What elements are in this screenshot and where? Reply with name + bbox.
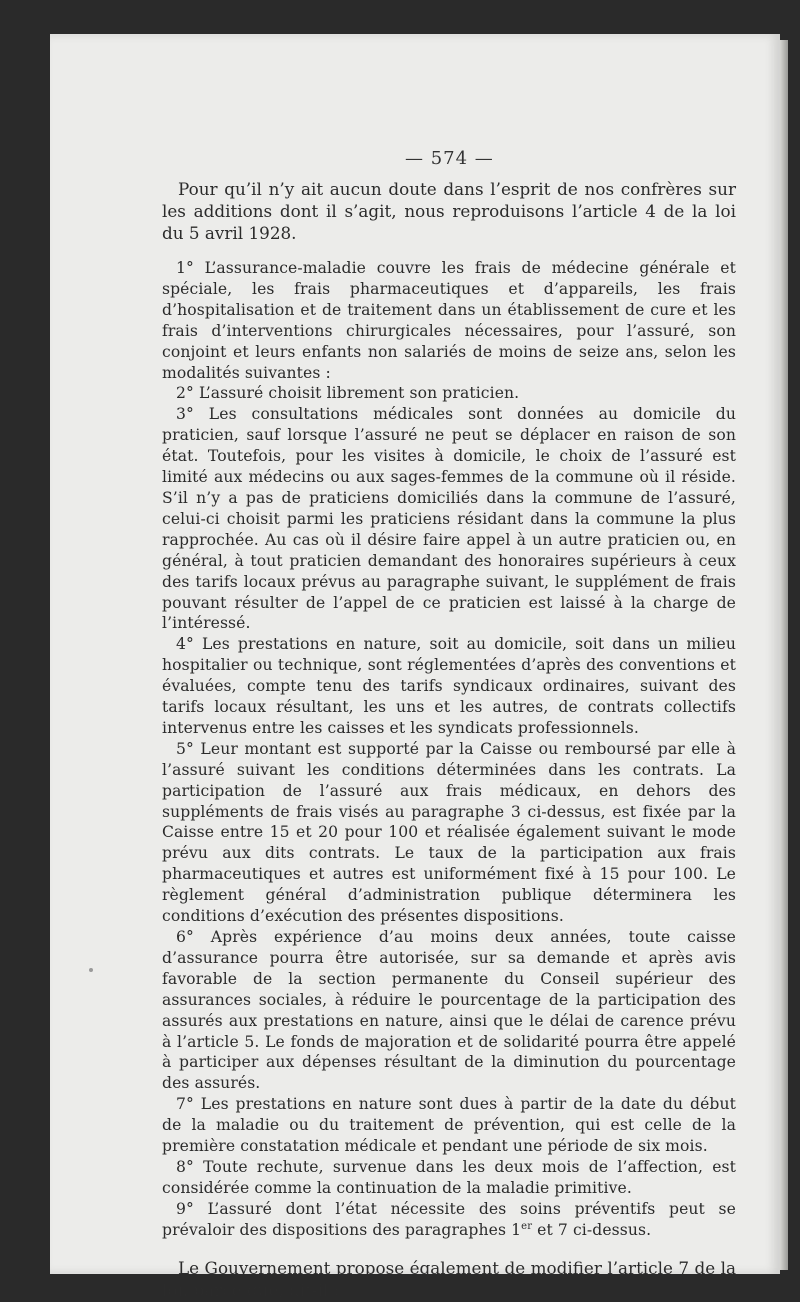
intro-paragraph: Pour qu’il n’y ait aucun doute dans l’esprit de nos confrères sur les additions dont il s’agit, nous reproduisons l’article 4 de la loi du 5 avril 1928. [162,179,736,243]
article-paragraph-3: 3° Les consultations médicales sont données au domicile du praticien, sauf lorsque l’assuré ne peut se déplacer en raison de son état. Toutefois, pour les visites à domicile, le choix de l’assuré est limité aux médecins ou aux sages-femmes de la commune où il réside. S’il n’y a pas de praticiens domiciliés dans la commune de l’assuré, celui-ci choisit parmi les praticiens résidant dans la commune la plus rapprochée. Au cas où il désire faire appel à un autre praticien ou, en général, à tout praticien demandant des honoraires supérieurs à ceux des tarifs locaux prévus au paragraphe suivant, le supplément de frais pouvant résulter de l’appel de ce praticien est laissé à la charge de l’intéressé. [162,405,736,633]
article-paragraph-8: 8° Toute rechute, survenue dans les deux mois de l’affection, est considérée comme la continuation de la maladie primitive. [162,1157,736,1197]
article-paragraph-2: 2° L’assuré choisit librement son praticien. [176,384,520,403]
article-paragraph-7: 7° Les prestations en nature sont dues à partir de la date du début de la maladie ou du traitement de prévention, qui est celle de la première constatation médicale et pendant une période de six mois. [162,1095,736,1156]
article-9-superscript: er [521,1220,533,1232]
article-paragraph-5: 5° Leur montant est supporté par la Caisse ou remboursé par elle à l’assuré suivant les conditions déterminées dans les contrats. La participation de l’assuré aux frais médicaux, en dehors des suppléments de frais visés au paragraphe 3 ci-dessus, est fixée par la Caisse entre 15 et 20 pour 100 et réalisée également suivant le mode prévu aux dits contrats. Le taux de la participation aux frais pharmaceutiques et autres est uniformément fixé à 15 pour 100. Le règlement général d’administration publique déterminera les conditions d’exécution des présentes dispositions. [162,739,736,926]
paper-speck [89,968,93,972]
article-9-text-end: et 7 ci-dessus. [532,1220,652,1239]
page-number: — 574 — [405,148,494,169]
article-paragraph-1: 1° L’assurance-maladie couvre les frais de médecine générale et spéciale, les frais pharmaceutiques et d’appareils, les frais d’hospitalisation et de traitement dans un établissement de cure et les frais d’interventions chirurgicales nécessaires, pour l’assuré, son conjoint et leurs enfants non salariés de moins de seize ans, selon les modalités suivantes : [162,259,736,382]
article-paragraph-9 [162,1199,736,1241]
article-9-text: 9° L’assuré dont l’état nécessite des soins préventifs peut se prévaloir des dispositions des paragraphes 1 [162,1199,736,1239]
body-text [162,178,736,1301]
closing-paragraph: Le Gouvernement propose également de modifier l’article 7 de la loi, parce que, dit-il : [162,1257,736,1300]
article-paragraph-6: 6° Après expérience d’au moins deux années, toute caisse d’assurance pourra être autorisée, sur sa demande et après avis favorable de la section permanente du Conseil supérieur des assurances sociales, à réduire le pourcentage de la participation des assurés aux prestations en nature, ainsi que le délai de carence prévu à l’article 5. Le fonds de majoration et de solidarité pourra être appelé à participer aux dépenses résultant de la diminution du pourcentage des assurés. [162,928,736,1093]
article-paragraph-4: 4° Les prestations en nature, soit au domicile, soit dans un milieu hospitalier ou technique, sont réglementées d’après des conventions et évaluées, compte tenu des tarifs syndicaux ordinaires, suivant des tarifs locaux résultant, les uns et les autres, de contrats collectifs intervenus entre les caisses et les syndicats professionnels. [162,635,736,737]
page-edge [780,40,788,1270]
